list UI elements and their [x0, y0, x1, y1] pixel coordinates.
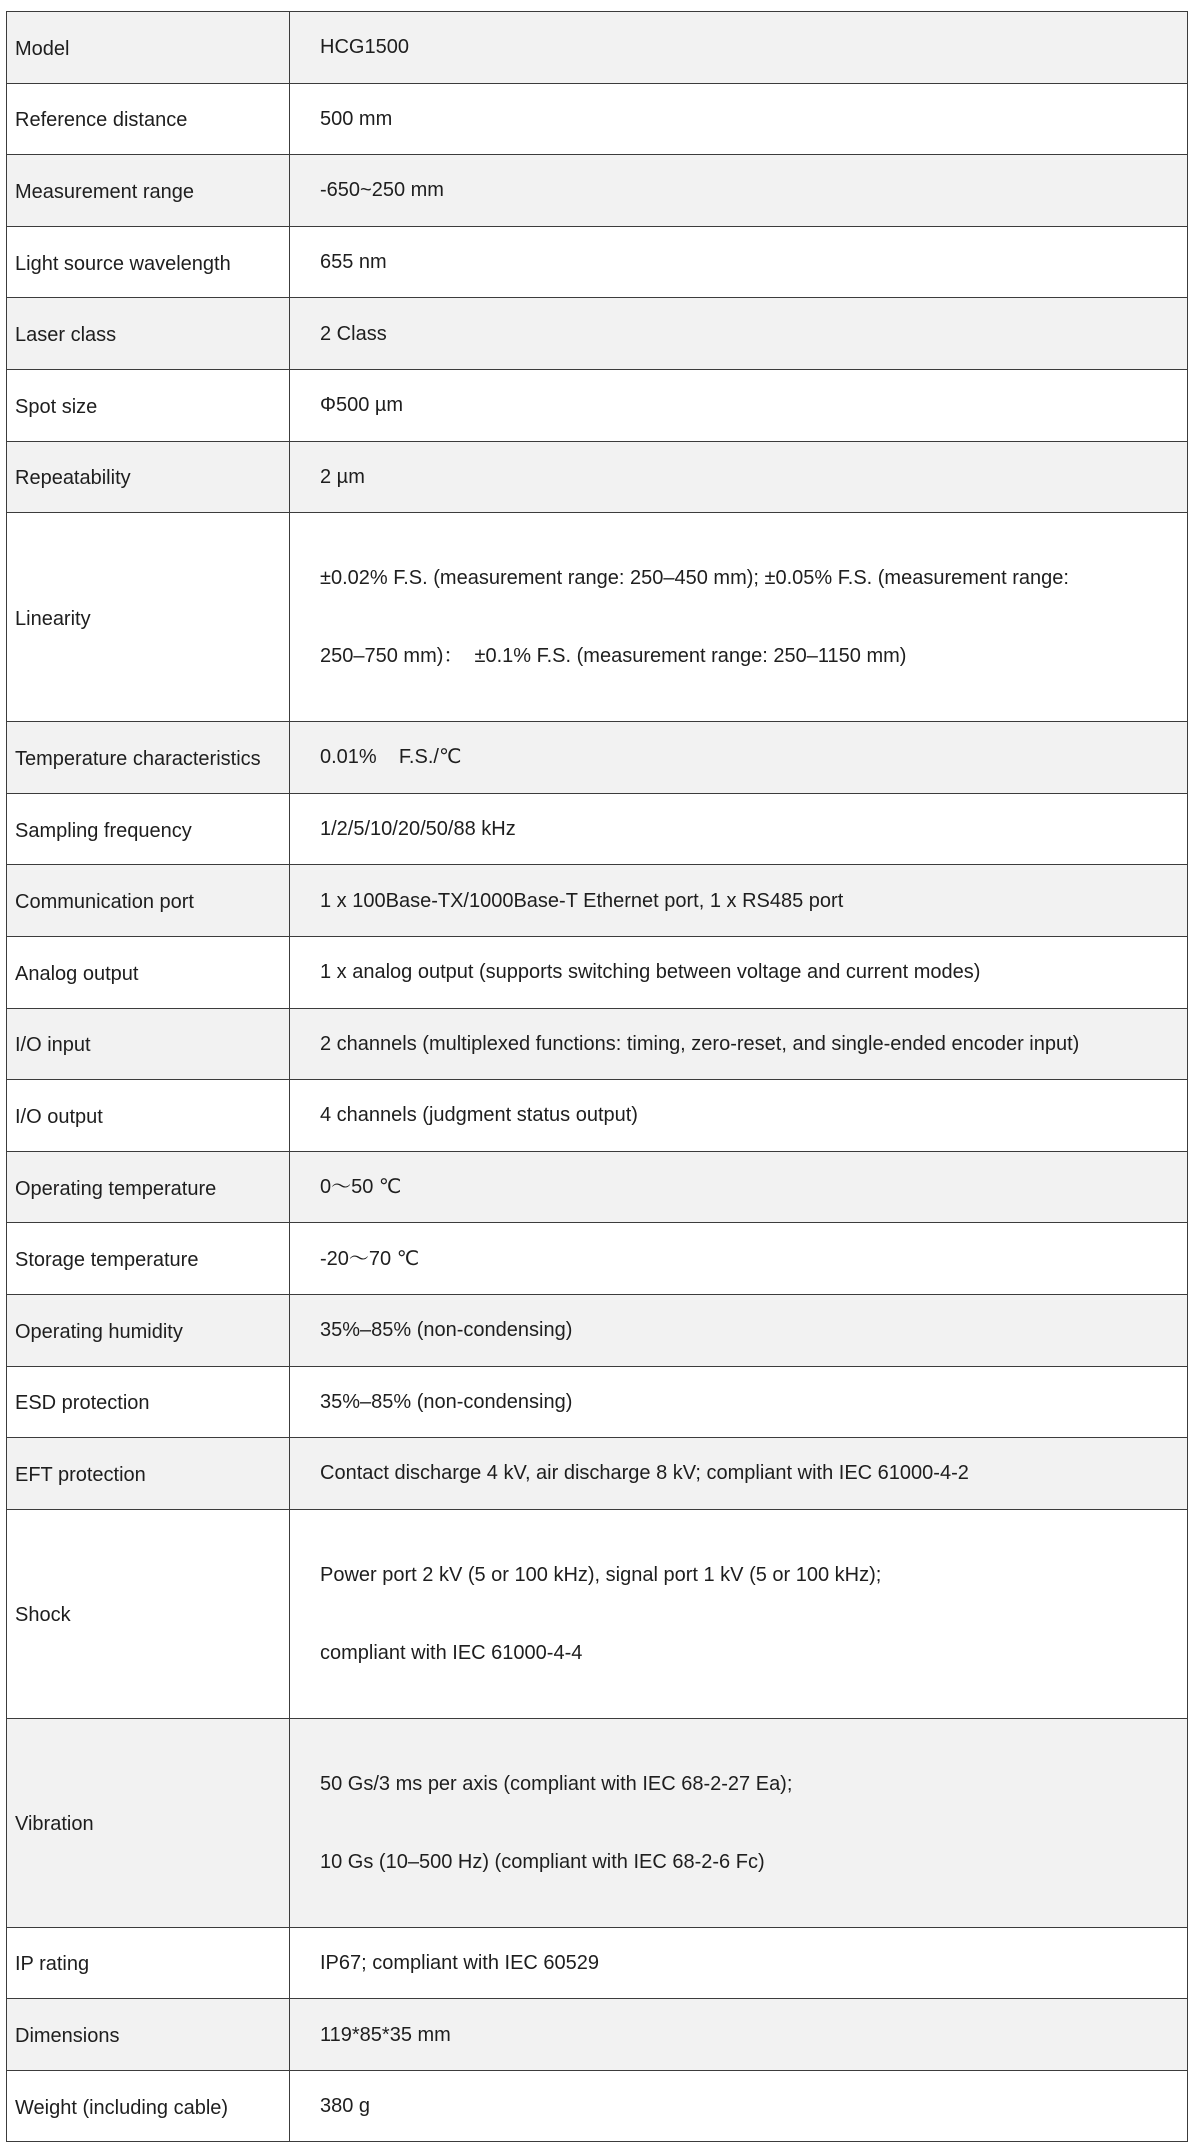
spec-value: 4 channels (judgment status output)	[290, 1080, 1188, 1152]
spec-value: -650~250 mm	[290, 155, 1188, 227]
spec-row-light-source-wavelength	[7, 226, 1188, 298]
spec-value: 2 Class	[290, 298, 1188, 370]
spec-value: 655 nm	[290, 226, 1188, 298]
spec-value: 1 x analog output (supports switching between voltage and current modes)	[290, 936, 1188, 1008]
spec-row-model	[7, 12, 1188, 84]
spec-value: 0.01% F.S./℃	[290, 722, 1188, 794]
spec-value	[290, 1718, 1188, 1927]
spec-value: 1 x 100Base-TX/1000Base-T Ethernet port, 1 x RS485 port	[290, 865, 1188, 937]
spec-row-spot-size	[7, 369, 1188, 441]
spec-row-shock	[7, 1509, 1188, 1718]
spec-value: 1/2/5/10/20/50/88 kHz	[290, 793, 1188, 865]
spec-row-sampling-frequency	[7, 793, 1188, 865]
spec-label: Communication port	[7, 865, 290, 937]
spec-label: ESD protection	[7, 1366, 290, 1438]
spec-label: Temperature characteristics	[7, 722, 290, 794]
spec-label: Measurement range	[7, 155, 290, 227]
spec-label: Dimensions	[7, 1999, 290, 2071]
spec-value: 2 channels (multiplexed functions: timing, zero-reset, and single-ended encoder input)	[290, 1008, 1188, 1080]
spec-label: Linearity	[7, 513, 290, 722]
spec-label: Operating temperature	[7, 1151, 290, 1223]
spec-label: Vibration	[7, 1718, 290, 1927]
spec-value-line: ±0.02% F.S. (measurement range: 250–450 mm); ±0.05% F.S. (measurement range:	[320, 567, 1069, 590]
spec-label: Model	[7, 12, 290, 84]
spec-row-io-output	[7, 1080, 1188, 1152]
spec-row-analog-output	[7, 936, 1188, 1008]
spec-row-reference-distance	[7, 83, 1188, 155]
spec-value: 35%–85% (non-condensing)	[290, 1366, 1188, 1438]
spec-label: I/O output	[7, 1080, 290, 1152]
spec-value	[290, 513, 1188, 722]
spec-label: Sampling frequency	[7, 793, 290, 865]
spec-row-temperature-characteristics	[7, 722, 1188, 794]
spec-row-esd-protection	[7, 1366, 1188, 1438]
spec-row-linearity	[7, 513, 1188, 722]
spec-row-eft-protection	[7, 1438, 1188, 1510]
spec-label: I/O input	[7, 1008, 290, 1080]
spec-label: Weight (including cable)	[7, 2070, 290, 2142]
spec-value: 0～50 ℃	[290, 1151, 1188, 1223]
spec-row-storage-temperature	[7, 1223, 1188, 1295]
spec-row-weight	[7, 2070, 1188, 2142]
spec-value	[290, 1509, 1188, 1718]
spec-row-measurement-range	[7, 155, 1188, 227]
spec-table	[6, 11, 1188, 2142]
spec-label: Operating humidity	[7, 1294, 290, 1366]
spec-value: 2 µm	[290, 441, 1188, 513]
spec-value: HCG1500	[290, 12, 1188, 84]
spec-label: IP rating	[7, 1927, 290, 1999]
spec-value: -20～70 ℃	[290, 1223, 1188, 1295]
spec-value: 119*85*35 mm	[290, 1999, 1188, 2071]
spec-value-line: 250–750 mm)： ±0.1% F.S. (measurement range: 250–1150 mm)	[320, 645, 907, 668]
spec-row-dimensions	[7, 1999, 1188, 2071]
spec-label: Analog output	[7, 936, 290, 1008]
spec-row-operating-humidity	[7, 1294, 1188, 1366]
spec-value: 380 g	[290, 2070, 1188, 2142]
spec-label: Repeatability	[7, 441, 290, 513]
spec-label: Laser class	[7, 298, 290, 370]
spec-label: EFT protection	[7, 1438, 290, 1510]
spec-label: Storage temperature	[7, 1223, 290, 1295]
spec-row-ip-rating	[7, 1927, 1188, 1999]
spec-row-laser-class	[7, 298, 1188, 370]
spec-row-io-input	[7, 1008, 1188, 1080]
spec-value-line: 50 Gs/3 ms per axis (compliant with IEC 68-2-27 Ea);	[320, 1772, 793, 1795]
spec-value-line: compliant with IEC 61000-4-4	[320, 1641, 583, 1664]
spec-value-line: Power port 2 kV (5 or 100 kHz), signal port 1 kV (5 or 100 kHz);	[320, 1563, 882, 1586]
spec-value: IP67; compliant with IEC 60529	[290, 1927, 1188, 1999]
spec-value-line: 10 Gs (10–500 Hz) (compliant with IEC 68-2-6 Fc)	[320, 1850, 765, 1873]
spec-value: Contact discharge 4 kV, air discharge 8 kV; compliant with IEC 61000-4-2	[290, 1438, 1188, 1510]
spec-row-operating-temperature	[7, 1151, 1188, 1223]
spec-row-communication-port	[7, 865, 1188, 937]
spec-value: 500 mm	[290, 83, 1188, 155]
spec-value: Φ500 µm	[290, 369, 1188, 441]
spec-label: Spot size	[7, 369, 290, 441]
spec-row-repeatability	[7, 441, 1188, 513]
spec-value: 35%–85% (non-condensing)	[290, 1294, 1188, 1366]
spec-label: Shock	[7, 1509, 290, 1718]
spec-label: Reference distance	[7, 83, 290, 155]
spec-label: Light source wavelength	[7, 226, 290, 298]
spec-row-vibration	[7, 1718, 1188, 1927]
